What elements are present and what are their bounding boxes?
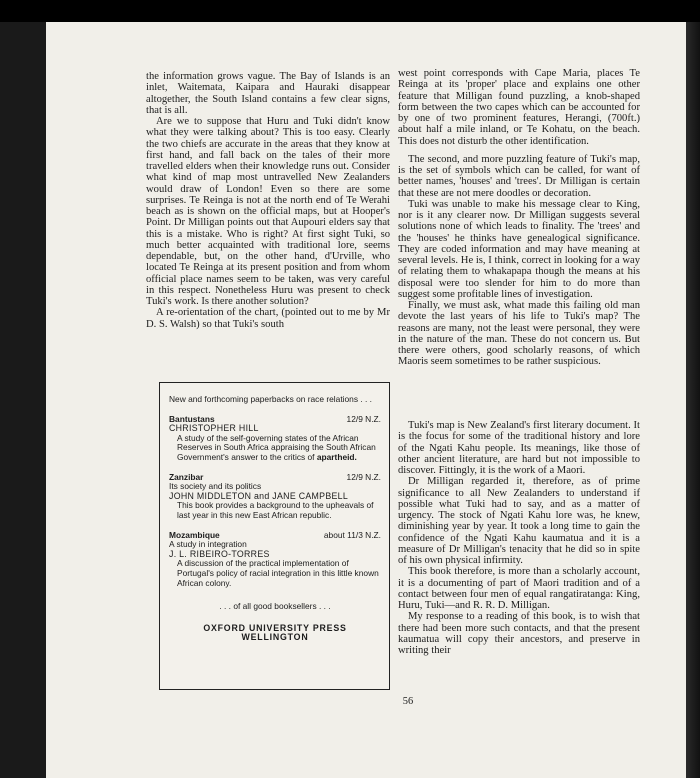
ad-book (169, 473, 381, 521)
page-number: 56 (402, 696, 414, 707)
paragraph: the information grows vague. The Bay of Islands is an inlet, Waitemata, Kaipara and Hauraki disappear altogether, the South Island contains a few clear signs, that is all. (146, 71, 390, 116)
scan-right-edge (686, 22, 700, 778)
paragraph: My response to a reading of this book, is to wish that there had been more such contacts, and that the present kaumatua will copy their ancestors, and preserve in writing their (398, 611, 640, 656)
paragraph: west point corresponds with Cape Maria, places Te Reinga at its 'proper' place and explains one other feature that Milligan found puzzling, a knob-shaped form between the two capes which can be accounted for by one of two prominent features, Herangi, (700ft.) about half a mile inland, or Te Kohatu, on the beach. This does not disturb the other identification. (398, 68, 640, 147)
blurb-emphasis: apartheid. (316, 451, 357, 462)
book-title: Zanzibar (169, 471, 204, 482)
book-blurb (169, 434, 381, 463)
book-subtitle: A study in integration (169, 539, 247, 550)
paragraph: Tuki was unable to make his message clear to King, nor is it any clearer now. Dr Milligan suggests several solutions none of which leads to finality. The 'trees' and the 'houses' he thinks have genealogical significance. They are coded information and may have meaning at several levels. He is, I think, correct in looking for a way of relating them to whakapapa though the means at his disposal were too slender for him to do more than suggest some profitable lines of investigation. (398, 198, 640, 300)
paragraph: Dr Milligan regarded it, therefore, as of prime significance to all New Zealanders to understand if possible what Tuki had to say, and as a matter of urgency. The stock of Ngati Kahu lore was, he knew, diminishing year by year. It took a long time to gain the confidence of the Ngati Kahu kaumatua and it is a measure of Dr Milligan's tenacity that he did so in spite of his own physical infirmity. (398, 476, 640, 566)
ad-book (169, 531, 381, 589)
book-blurb: This book provides a background to the upheavals of last year in this new East African republic. (177, 500, 374, 520)
book-author: J. L. RIBEIRO-TORRES (169, 548, 270, 559)
book-price: 12/9 N.Z. (346, 471, 381, 482)
book-title: Bantustans (169, 413, 215, 424)
right-column-lower (398, 420, 640, 656)
paragraph: This book therefore, is more than a scholarly account, it is a documenting of part of Maori tradition and of a contact between four men of equal rangatiratanga: King, Huru, Tuki—and R. R. D. Milligan. (398, 566, 640, 611)
ad-publisher-city: WELLINGTON (241, 632, 309, 643)
book-title: Mozambique (169, 529, 220, 540)
book-price: about 11/3 N.Z. (323, 529, 381, 540)
advertisement-box (159, 382, 390, 690)
left-column (146, 71, 390, 330)
paragraph: Are we to suppose that Huru and Tuki didn't know what they were talking about? This is too easy. Clearly the two chiefs are accurate in the areas that they know at first hand, and fall back on the tales of their more travelled elders when their knowledge runs out. Consider what kind of map most untravelled New Zealanders would draw of London! Even so there are some surprises. Te Reinga is not at the north end of Te Werahi beach as is shown on the official maps, but at Hooper's Point. Dr Milligan points out that Aupouri elders say that this is a mistake. Who is right? At first sight Tuki, so much better acquainted with traditional lore, seems dependable, but, on the other hand, d'Urville, who located Te Reinga at its present position and from whom official place names seem to be taken, was very careful in this respect. Nonetheless Huru was present to check Tuki's work. Is there another solution? (146, 116, 390, 307)
ad-intro: New and forthcoming paperbacks on race relations . . . (169, 394, 372, 404)
blurb-text: A study of the self-governing states of the African Reserves in South Africa appraising the South African Government's answer to the critics of (177, 432, 376, 462)
ad-publisher: OXFORD UNIVERSITY PRESS (203, 622, 347, 633)
book-author: JOHN MIDDLETON and JANE CAMPBELL (169, 490, 349, 501)
paragraph: Finally, we must ask, what made this failing old man devote the last years of his life to Tuki's map? The reasons are many, not the least were personal, they were in the nature of the man. These do not concern us. But there were others, good scholarly reasons, of which Maoris seem sometimes to be rather suspicious. (398, 300, 640, 368)
right-column-upper (398, 68, 640, 368)
paragraph: Tuki's map is New Zealand's first literary document. It is the focus for some of the traditional history and lore of the Ngati Kahu people. Its meanings, like those of other ancient literature, are hard but not impossible to discover. Fittingly, it is the work of a Maori. (398, 420, 640, 476)
book-price: 12/9 N.Z. (346, 413, 381, 424)
book-author: CHRISTOPHER HILL (169, 423, 259, 434)
paragraph: The second, and more puzzling feature of Tuki's map, is the set of symbols which can be called, for want of better names, 'houses' and 'trees'. Dr Milligan is certain that these are not mere doodles or decoration. (398, 153, 640, 199)
paragraph: A re-orientation of the chart, (pointed out to me by Mr D. S. Walsh) so that Tuki's south (146, 307, 390, 330)
ad-booksellers: . . . of all good booksellers . . . (219, 601, 331, 612)
book-blurb: A discussion of the practical implementation of Portugal's policy of racial integration in this little known African colony. (177, 558, 379, 588)
book-subtitle: Its society and its politics (169, 481, 262, 492)
ad-book (169, 415, 381, 463)
scan-top-border (0, 0, 700, 22)
